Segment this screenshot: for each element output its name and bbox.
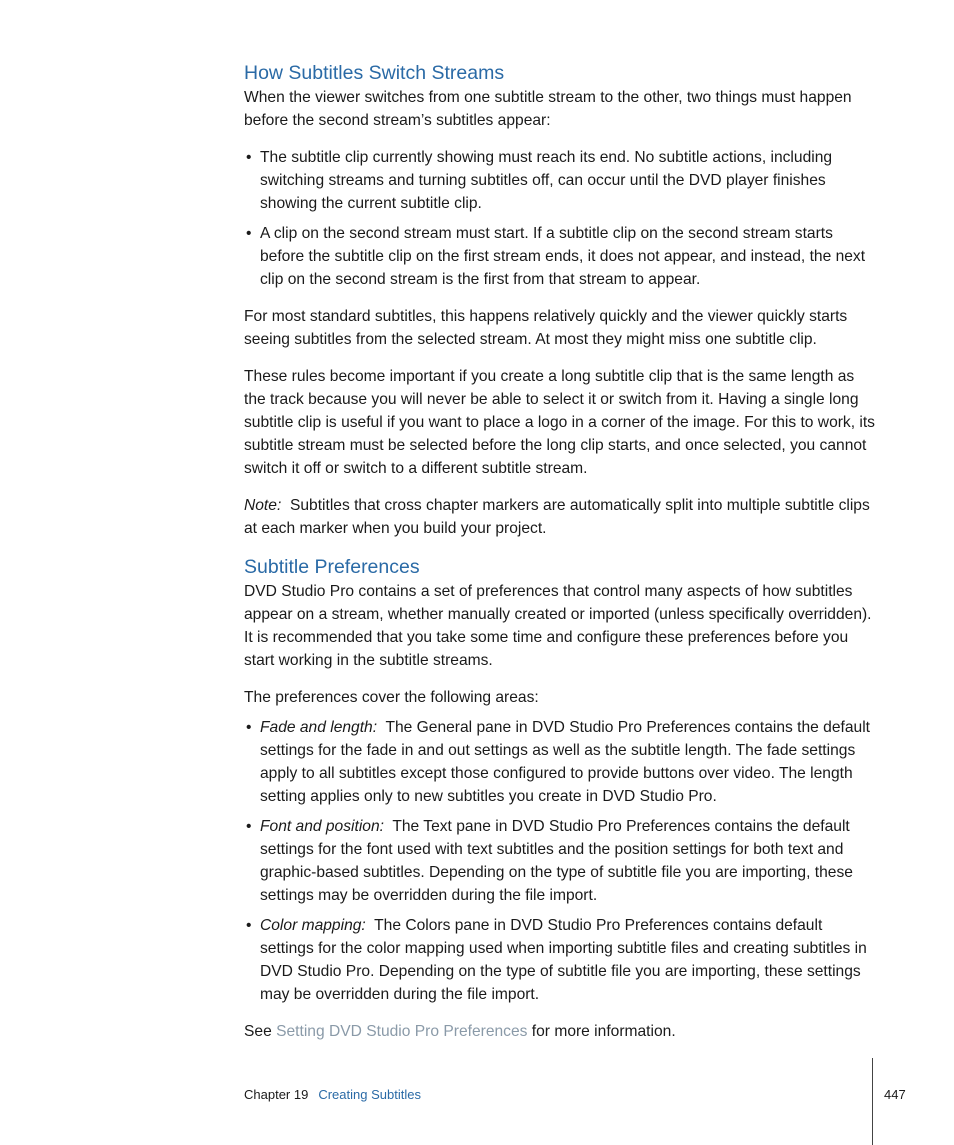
list-item: • The subtitle clip currently showing must reach its end. No subtitle actions, including switching streams and turning subtitles off, can occur until the DVD player finishes showing the current subtitle clip.	[246, 149, 833, 212]
page-footer	[244, 1086, 421, 1104]
page-content	[244, 60, 876, 1043]
section-heading-switch-streams: How Subtitles Switch Streams	[244, 62, 505, 84]
page-number: 447	[884, 1087, 906, 1102]
intro-paragraph: DVD Studio Pro contains a set of preferences that control many aspects of how subtitles appear on a stream, whether manually created or imported (unless specifically overridden). It is recommended that you take some time and configure these preferences before you start working in the subtitle streams.	[244, 583, 872, 669]
intro-paragraph: When the viewer switches from one subtitle stream to the other, two things must happen before the second stream’s subtitles appear:	[244, 89, 852, 129]
section-heading-subtitle-preferences: Subtitle Preferences	[244, 556, 420, 578]
list-item: • Font and position: The Text pane in DVD Studio Pro Preferences contains the default settings for the font used with text subtitles and the position settings for both text and graphic-based subtitles. Depending on the type of subtitle file you are importing, these settings may be overridden during the file import.	[246, 818, 853, 904]
areas-intro: The preferences cover the following areas:	[244, 689, 539, 706]
body-paragraph: These rules become important if you create a long subtitle clip that is the same length as the track because you will never be able to select it or switch from it. Having a single long subtitle clip is useful if you want to place a logo in a corner of the image. For this to work, its subtitle stream must be selected before the long clip starts, and once selected, you cannot switch it off or switch to a different subtitle stream.	[244, 368, 875, 477]
list-item: • Fade and length: The General pane in DVD Studio Pro Preferences contains the default settings for the fade in and out settings as well as the subtitle length. The fade settings apply to all subtitles except those configured to provide buttons over video. The length setting applies only to new subtitles you create in DVD Studio Pro.	[246, 719, 870, 805]
switch-conditions-list	[244, 146, 876, 291]
footer-chapter-title-link[interactable]: Creating Subtitles	[318, 1087, 421, 1102]
see-also-paragraph: See Setting DVD Studio Pro Preferences for more information.	[244, 1023, 676, 1040]
preferences-link[interactable]: Setting DVD Studio Pro Preferences	[276, 1023, 528, 1040]
preference-areas-list	[244, 716, 876, 1006]
footer-chapter: Chapter 19	[244, 1087, 309, 1102]
note-paragraph: Note: Subtitles that cross chapter markers are automatically split into multiple subtitle clips at each marker when you build your project.	[244, 497, 870, 537]
note-label: Note:	[244, 497, 282, 514]
footer-divider	[872, 1058, 873, 1145]
body-paragraph: For most standard subtitles, this happens relatively quickly and the viewer quickly starts seeing subtitles from the selected stream. At most they might miss one subtitle clip.	[244, 308, 848, 348]
list-item: • Color mapping: The Colors pane in DVD Studio Pro Preferences contains default settings for the color mapping used when importing subtitle files and creating subtitles in DVD Studio Pro. Depending on the type of subtitle file you are importing, these settings may be overridden during the file import.	[246, 917, 867, 1003]
list-item: • A clip on the second stream must start. If a subtitle clip on the second stream starts before the subtitle clip on the first stream ends, it does not appear, and instead, the next clip on the second stream is the first from that stream to appear.	[246, 225, 866, 288]
